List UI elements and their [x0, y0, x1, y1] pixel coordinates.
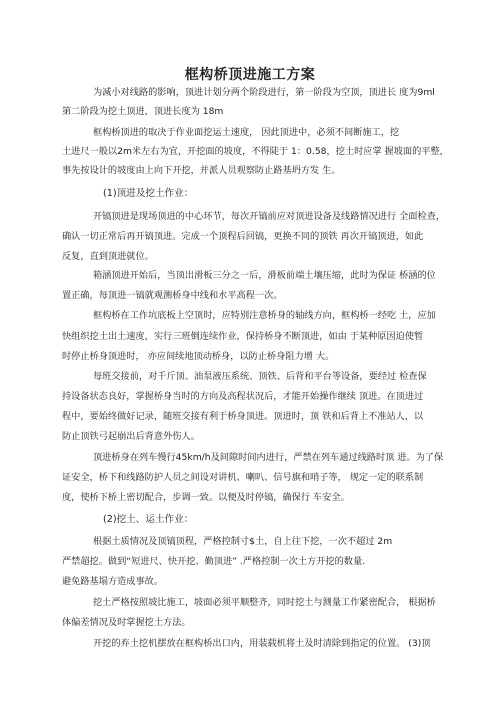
paragraph-line: 框构桥顶进的取决于作业面挖运土速度， 因此顶进中，必须不间断施工，挖	[93, 127, 400, 138]
paragraph-line: 快组织挖土出土速度，实行三班倒连续作业，保持桥身不断顶进，如由 于某种原因迫使暂	[62, 331, 424, 342]
paragraph-line: 土进尺一般以2m米左右为宜，开挖面的坡度，不得陡于 1：0.58，挖土时应掌 握坡面的平整，	[62, 146, 449, 157]
section-heading: (2)挖土、运土作业：	[103, 514, 194, 525]
section-heading: (1)顶进及挖土作业：	[103, 188, 194, 199]
paragraph-line: 防止顶铁弓起崩出后背意外伤人。	[62, 431, 200, 442]
paragraph-line: 时停止桥身顶进时， 亦应间续地顶动桥身，以防止桥身阻力增 大。	[62, 351, 335, 362]
paragraph-line: 度，使桥下桥上密切配合，步调一致。以便及时停镐，确保行 车安全。	[62, 492, 350, 503]
paragraph-line: 体偏差情况及时掌握挖土方法。	[62, 617, 191, 628]
paragraph-line: 确认一切正常后再开镐顶进。完成一个顶程后回镐，更换不同的顶铁 再次开镐顶进，如此	[62, 231, 424, 242]
paragraph-line: 箱涵顶进开始后，当顶出滑板三分之一后，滑板前端土壤压缩，此时为保证 桥涵的位	[93, 270, 436, 281]
document-title: 框构桥顶进施工方案	[184, 67, 316, 83]
paragraph-line: 持设备状态良好，掌握桥身当时的方向及高程状况后，才能开始操作继续 顶进。在顶进过	[62, 391, 424, 402]
paragraph-line: 程中，要始终做好记录，随班交接有利于桥身顶进。顶进时，顶 铁和后背上不准站人，以	[62, 411, 424, 422]
paragraph-line: 挖土严格按照坡比施工，坡面必须平顺整齐，同时挖土与测量工作紧密配合， 根据桥	[93, 597, 436, 608]
paragraph-line: 为减小对线路的影响，顶进计划分两个阶段进行，第一阶段为空顶，顶进长 度为9ml	[93, 87, 435, 98]
paragraph-line: 事先按设计的坡度由上向下开挖，并派人员观察防止路基坍方发 生。	[62, 165, 341, 176]
paragraph-line: 置正确，每顶进一镐就观测桥身中线和水平高程一次。	[62, 290, 283, 301]
paragraph-line: 每班交接前，对千斤顶、油泵液压系统、顶铁、后背和平台等设备，要经过 检查保	[93, 371, 427, 382]
paragraph-line: 严禁超挖。做到“短进尺、快开挖、勤顶进” .严格控制一次土方开挖的数量.	[62, 556, 366, 567]
paragraph-line: 框构桥在工作坑底板上空顶时，应特别注意桥身的轴线方向，框构桥一经吃 土，应加	[93, 310, 436, 321]
paragraph-line: 避免路基塌方造成事故。	[62, 576, 164, 587]
paragraph-line: 第二阶段为挖土顶进，顶进长度为 18m	[62, 106, 224, 117]
paragraph-line: 顶进桥身在列车慢行45km/h及间隙时间内进行，严禁在列车通过线路时顶 进。为了保	[93, 452, 444, 463]
paragraph-line: 证安全，桥下和线路防护人员之间设对讲机、喇叭、信号旗和哨子等， 规定一定的联系制	[62, 472, 424, 483]
paragraph-line: 开挖的弃土挖机摆放在框构桥出口内，用装载机将土及时清除到指定的位置。 (3)顶	[93, 638, 431, 649]
paragraph-line: 反复，直到顶进就位。	[62, 251, 154, 262]
paragraph-line: 根据土质情况及顶镐顶程，严格控制寸$土，自上往下挖，一次不超过 2m	[93, 536, 393, 547]
paragraph-line: 开镐顶进是现场顶进的中心环节，每次开镐前应对顶进设备及线路情况进行 全面检查，	[93, 211, 446, 222]
